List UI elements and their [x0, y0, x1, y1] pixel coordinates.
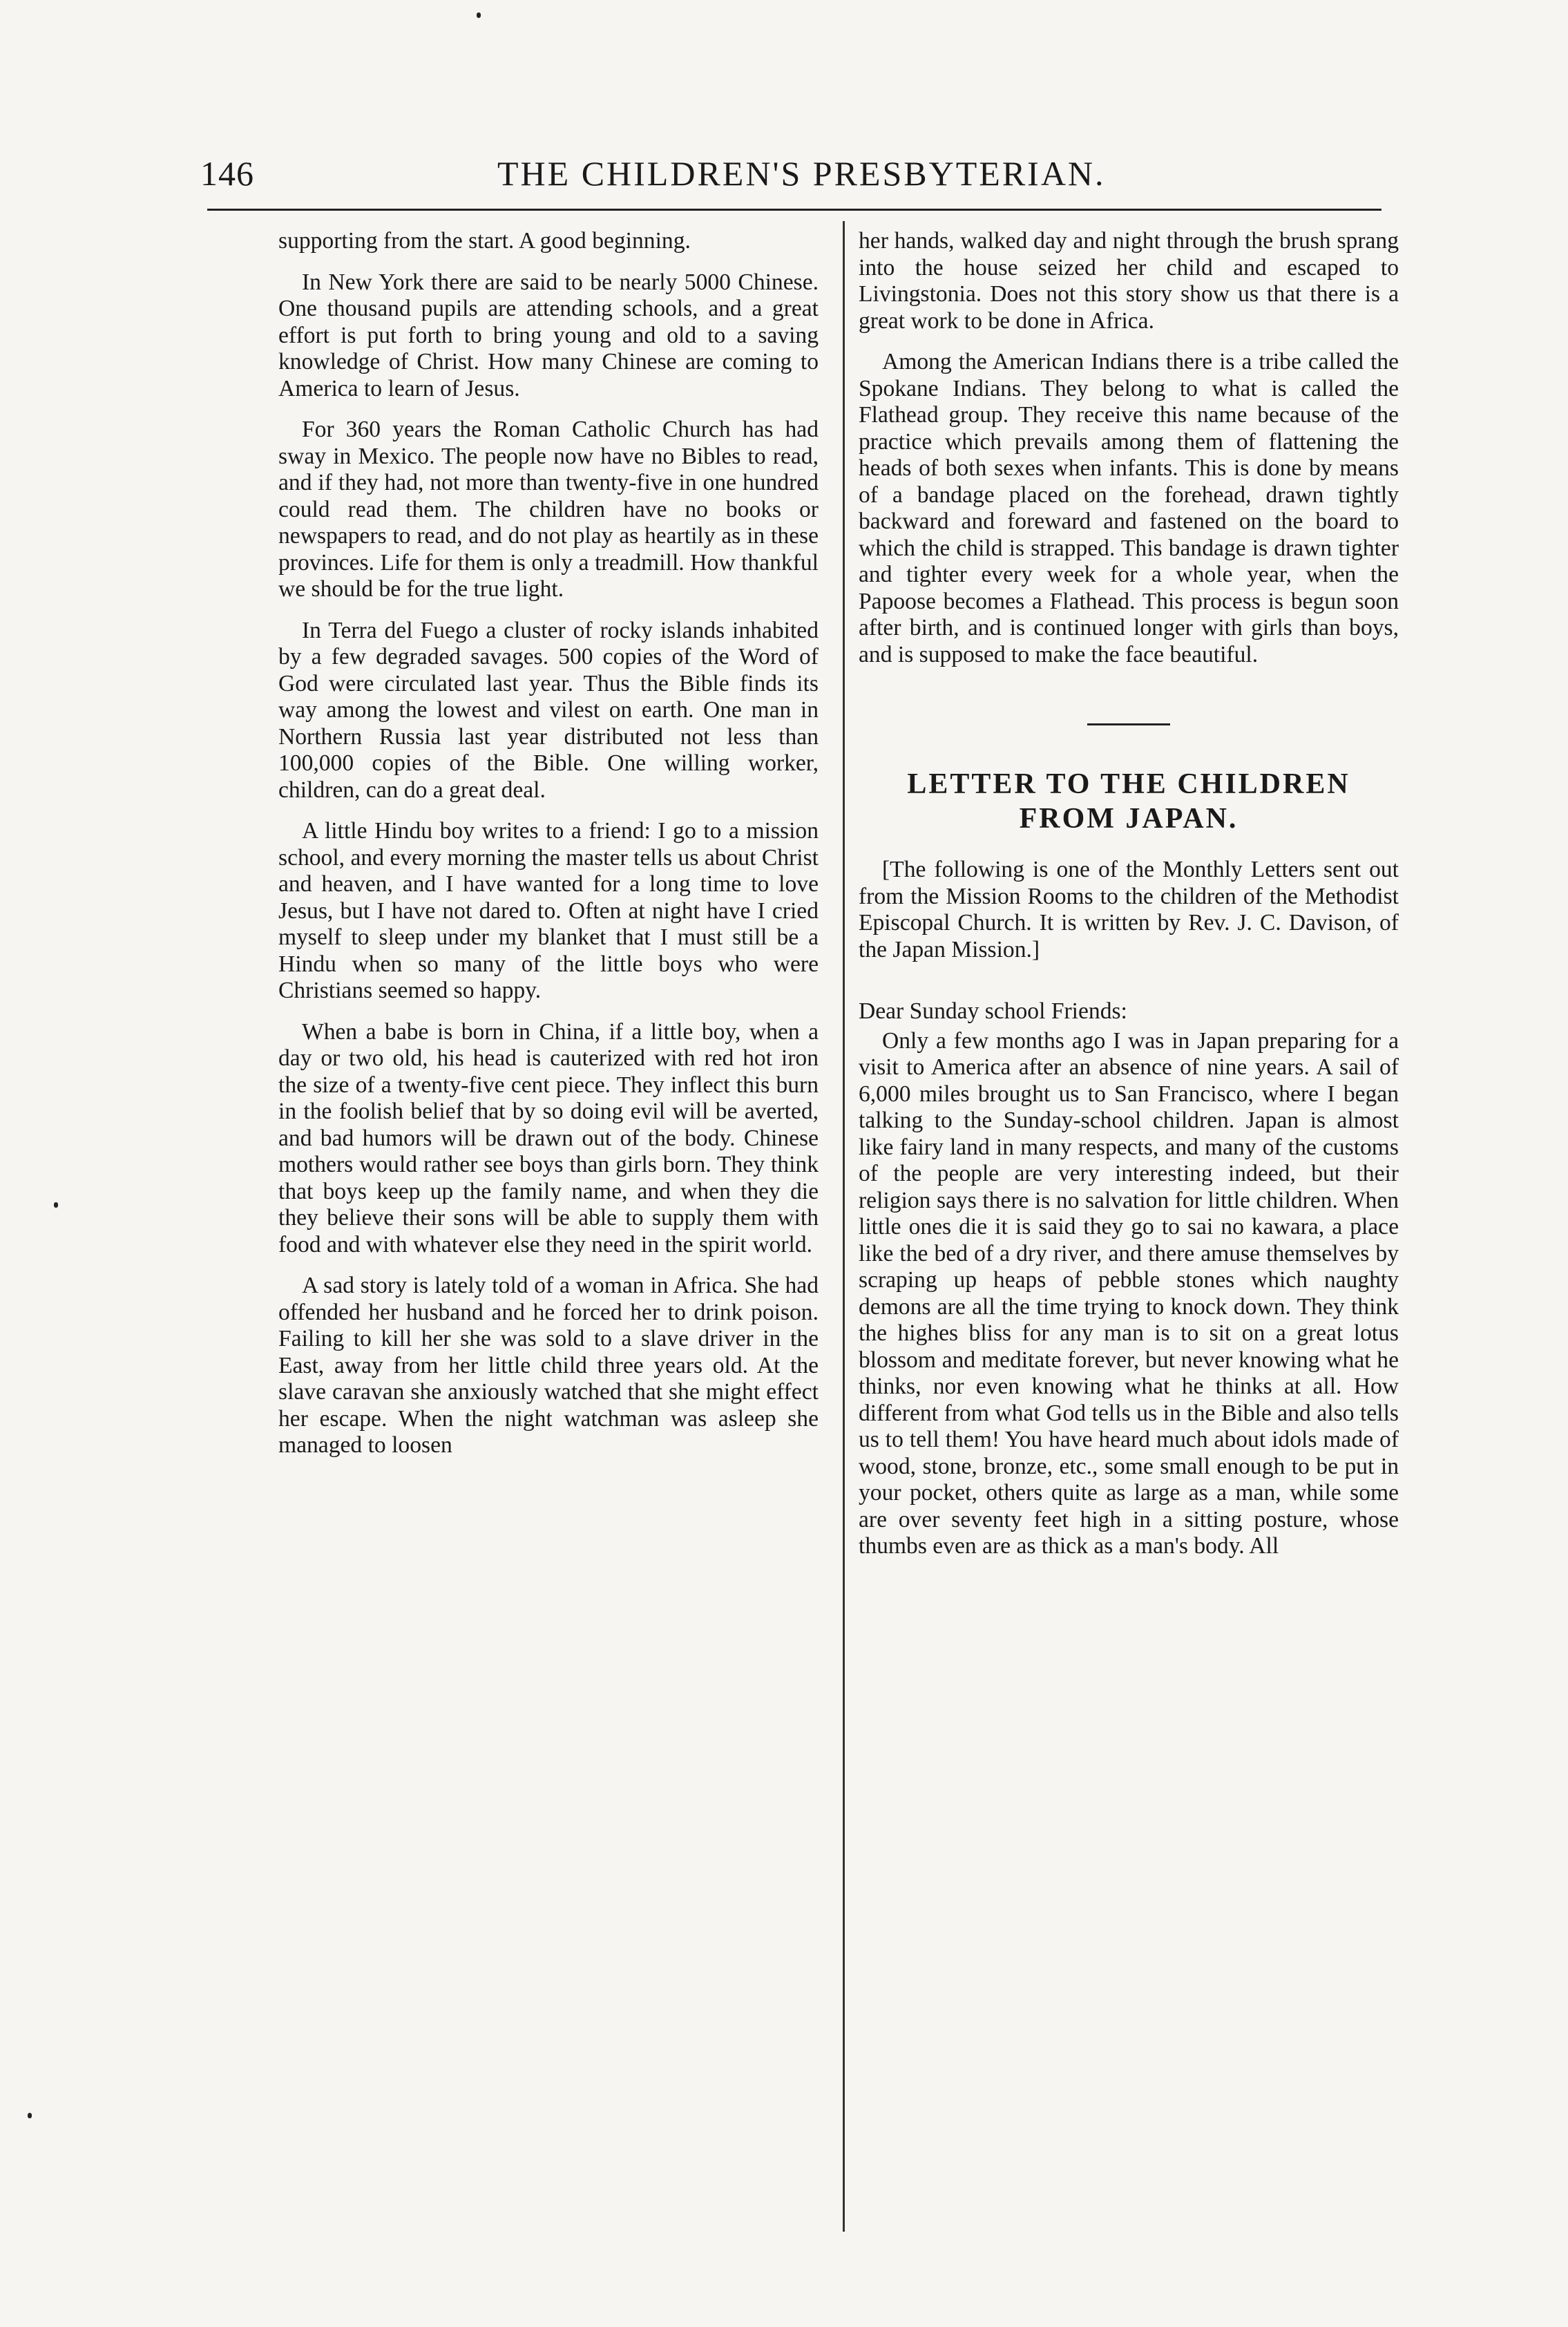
- running-title: THE CHILDREN'S PRESBYTERIAN.: [497, 154, 1106, 193]
- page-header: [193, 153, 1409, 209]
- article-title-line-1: LETTER TO THE CHILDREN: [907, 768, 1350, 800]
- left-column: [278, 228, 819, 1474]
- print-speck: [477, 12, 481, 18]
- page-number: 146: [200, 154, 254, 193]
- print-speck: [54, 1202, 58, 1208]
- letter-salutation: Dear Sunday school Friends:: [859, 998, 1127, 1024]
- column-divider: [843, 221, 845, 2232]
- paragraph-terra-del-fuego: In Terra del Fuego a cluster of rocky islands inhabited by a few degraded savages. 500 copies of the Word of God were circulated last year. Thus the Bible finds its way among the lowest and vilest on earth. One man in Northern Russia last year distributed not less than 100,000 copies of the Bible. One willing worker, children, can do a great deal.: [278, 617, 819, 803]
- letter-body: Only a few months ago I was in Japan preparing for a visit to America after an absence of nine years. A sail of 6,000 miles brought us to San Francisco, where I began talking to the Sunday-school children. Japan is almost like fairy land in many respects, and many of the customs of the people are very interesting indeed, but their religion says there is no salvation for little children. When little ones die it is said they go to sai no kawara, a place like the bed of a dry river, and there amuse themselves by scraping up heaps of pebble stones which naughty demons are all the time trying to knock down. They think the highes bliss for any man is to sit on a great lotus blossom and meditate forever, but never knowing what he thinks, nor even knowing what he thinks at all. How different from what God tells us in the Bible and also tells us to tell them! You have heard much about idols made of wood, stone, bronze, etc., some small enough to be put in your pocket, others quite as large as a man, while some are over seventy feet high in a sitting posture, whose thumbs even are as thick as a man's body. All: [859, 1027, 1399, 1559]
- paragraph-spokane-indians: Among the American Indians there is a tribe called the Spokane Indians. They belong to what is called the Flathead group. They receive this name because of the practice which prevails among them of flattening the heads of both sexes when infants. This is done by means of a bandage placed on the forehead, drawn tightly backward and foreward and fastened on the board to which the child is strapped. This bandage is drawn tighter and tighter every week for a whole year, when the Papoose becomes a Flathead. This process is begun soon after birth, and is continued longer with girls than boys, and is supposed to make the face beautiful.: [859, 349, 1399, 667]
- header-rule: [207, 209, 1381, 211]
- article-title: [859, 767, 1399, 836]
- paragraph-mexico: For 360 years the Roman Catholic Church has had sway in Mexico. The people now have no Bibles to read, and if they had, not more than twenty-five in one hundred could read them. The children have no books or newspapers to read, and do not play as heartily as in these provinces. Life for them is only a treadmill. How thankful we should be for the true light.: [278, 417, 819, 602]
- right-column: [859, 228, 1399, 1575]
- section-divider: [1087, 723, 1170, 725]
- spacer: [859, 978, 1399, 998]
- paragraph-china-babe: When a babe is born in China, if a little boy, when a day or two old, his head is cauterized with red hot iron the size of a twenty-five cent piece. They inflect this burn in the foolish belief that by so doing evil will be averted, and bad humors will be drawn out of the body. Chinese mothers would rather see boys than girls born. They think that boys keep up the family name, and when they die they believe their sons will be able to supply them with food and with whatever else they need in the spirit world.: [278, 1018, 819, 1257]
- paragraph-hindu-boy: A little Hindu boy writes to a friend: I go to a mission school, and every morning the master tells us about Christ and heaven, and I have wanted for a long time to love Jesus, but I have not dared to. Often at night have I cried myself to sleep under my blanket that I must still be a Hindu when so many of the little boys who were Christians seemed so happy.: [278, 818, 819, 1003]
- paragraph-africa-story: A sad story is lately told of a woman in Africa. She had offended her husband and he forced her to drink poison. Failing to kill her she was sold to a slave driver in the East, away from her little child three years old. At the slave caravan she anxiously watched that she might effect her escape. When the night watchman was asleep she managed to loosen: [278, 1273, 819, 1458]
- paragraph-new-york-chinese: In New York there are said to be nearly 5000 Chinese. One thousand pupils are attending schools, and a great effort is put forth to bring young and old to a saving knowledge of Christ. How many Chinese are coming to America to learn of Jesus.: [278, 269, 819, 401]
- article-title-line-2: FROM JAPAN.: [1019, 803, 1239, 835]
- print-speck: [28, 2113, 32, 2118]
- paragraph-continuation: supporting from the start. A good beginning.: [278, 228, 691, 254]
- paragraph-africa-continued: her hands, walked day and night through the brush sprang into the house seized her child and escaped to Livingstonia. Does not this story show us that there is a great work to be done in Africa.: [859, 228, 1399, 334]
- editorial-note: [The following is one of the Monthly Letters sent out from the Mission Rooms to the children of the Methodist Episcopal Church. It is written by Rev. J. C. Davison, of the Japan Mission.]: [859, 857, 1399, 962]
